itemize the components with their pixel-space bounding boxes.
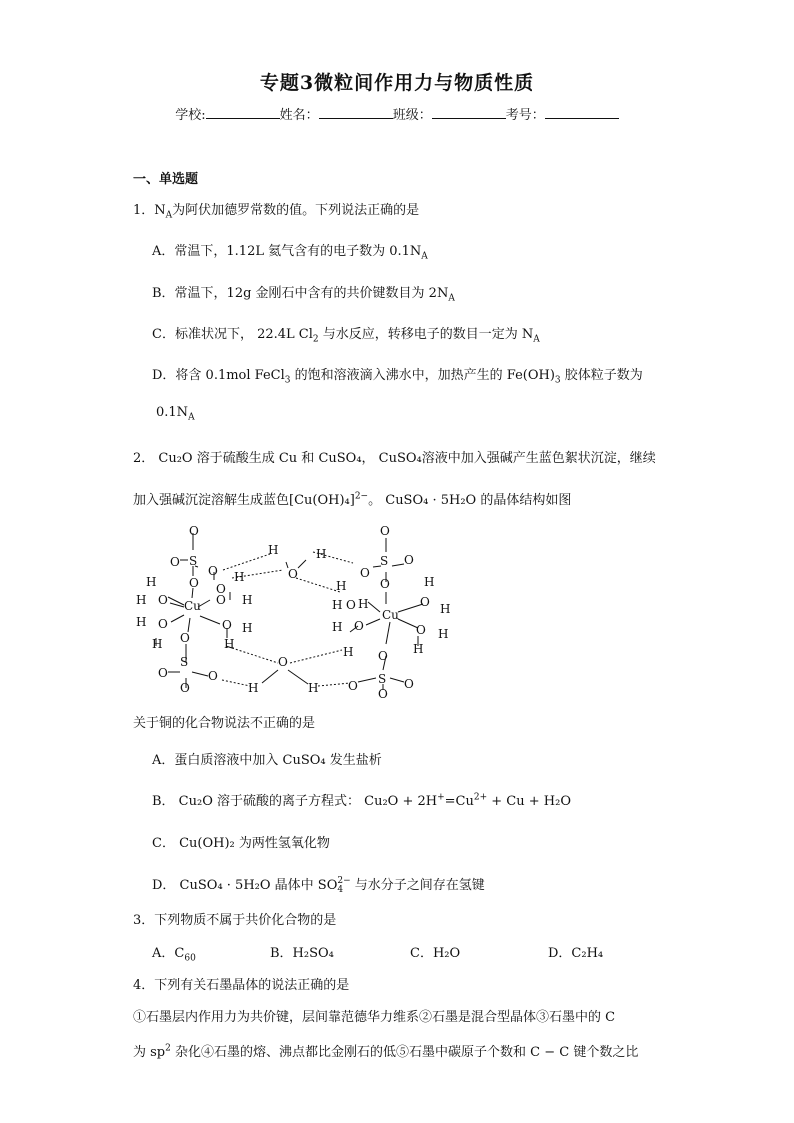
q3-option-a: A．$C_{60}$ xyxy=(152,946,196,964)
svg-text:H: H xyxy=(438,627,449,641)
svg-text:H: H xyxy=(332,620,343,634)
svg-text:O: O xyxy=(180,681,190,695)
q2-option-c: C． Cu(OH)₂ 为两性氢氧化物 xyxy=(152,836,330,851)
svg-text:H: H xyxy=(440,602,451,616)
svg-text:H: H xyxy=(242,621,253,635)
svg-text:H: H xyxy=(336,579,347,593)
svg-text:O: O xyxy=(208,669,218,683)
q3-option-b: B．H₂SO₄ xyxy=(270,946,334,961)
svg-text:S: S xyxy=(189,554,198,568)
svg-text:S: S xyxy=(380,554,389,568)
svg-text:O: O xyxy=(180,631,190,645)
exam-no-label: 考号： xyxy=(505,108,545,123)
svg-text:O: O xyxy=(354,619,364,633)
q1-option-a: A．常温下，1.12L 氦气含有的电子数为 $0.1N_A$ xyxy=(152,244,428,262)
svg-text:O: O xyxy=(189,576,199,590)
svg-text:O: O xyxy=(420,595,430,609)
svg-text:O: O xyxy=(170,555,180,569)
svg-text:H: H xyxy=(152,637,163,651)
svg-text:O: O xyxy=(189,524,199,538)
svg-text:S: S xyxy=(378,672,387,686)
q1-option-d-cont: $0.1N_A$ xyxy=(156,405,195,423)
q4-statement-line1: ①石墨层内作用力为共价键，层间靠范德华力维系②石墨是混合型晶体③石墨中的 C xyxy=(133,1010,616,1025)
svg-text:O: O xyxy=(216,593,226,607)
class-blank xyxy=(432,106,506,119)
svg-text:H: H xyxy=(268,543,279,557)
svg-text:H: H xyxy=(242,593,253,607)
q3-option-c: C．H₂O xyxy=(410,946,461,961)
svg-text:O: O xyxy=(278,655,288,669)
q1-option-d: D．将含 0.1mol FeCl$_3$ 的饱和溶液滴入沸水中，加热产生的 $Fe(OH)_3$ 胶体粒子数为 xyxy=(152,368,643,386)
svg-text:O: O xyxy=(158,617,168,631)
svg-text:Cu: Cu xyxy=(382,608,399,622)
svg-text:S: S xyxy=(180,655,189,669)
q2-option-b: B． Cu₂O 溶于硫酸的离子方程式： $Cu_2O + 2H^+=Cu^{2+} + Cu + H_2O$ xyxy=(152,792,571,809)
svg-text:H: H xyxy=(332,598,343,612)
svg-text:O: O xyxy=(158,593,168,607)
q3-option-d: D．C₂H₄ xyxy=(548,946,604,961)
svg-text:O: O xyxy=(404,553,414,567)
q3-stem: 3．下列物质不属于共价化合物的是 xyxy=(133,913,337,928)
svg-text:O: O xyxy=(404,677,414,691)
svg-text:O: O xyxy=(380,577,390,591)
q1-option-c: C．标准状况下， 22.4L $Cl_2$ 与水反应，转移电子的数目一定为 $N_A$ xyxy=(152,327,540,345)
svg-text:O: O xyxy=(416,623,426,637)
svg-text:O: O xyxy=(208,564,218,578)
svg-text:O: O xyxy=(380,524,390,538)
q1-stem: 1．$N_A$为阿伏加德罗常数的值。下列说法正确的是 xyxy=(133,203,420,221)
q2-option-d: D． CuSO₄ · 5H₂O 晶体中 SO 2− 4 与水分子之间存在氢键 xyxy=(152,875,485,895)
q2-question: 关于铜的化合物说法不正确的是 xyxy=(133,716,316,731)
svg-text:H: H xyxy=(136,615,147,629)
q1-option-b: B．常温下，12g 金刚石中含有的共价键数目为 $2N_A$ xyxy=(152,286,455,304)
svg-text:H: H xyxy=(224,637,235,651)
q2-stem-line1: 2． Cu₂O 溶于硫酸生成 Cu 和 CuSO₄， CuSO₄溶液中加入强碱产生蓝色絮状沉淀，继续 xyxy=(133,451,656,466)
svg-text:H: H xyxy=(308,681,319,695)
q4-stem: 4．下列有关石墨晶体的说法正确的是 xyxy=(133,978,350,993)
svg-text:H: H xyxy=(248,681,259,695)
school-label: 学校: xyxy=(175,108,206,123)
svg-text:O: O xyxy=(288,567,298,581)
q2-stem-line2: 加入强碱沉淀溶解生成蓝色$[Cu(OH)_4]^{2-}$。 CuSO₄ · 5H₂O 的晶体结构如图 xyxy=(133,491,572,508)
name-blank xyxy=(319,106,393,119)
svg-text:O: O xyxy=(222,618,232,632)
school-blank xyxy=(206,106,280,119)
crystal-structure-diagram xyxy=(128,520,468,705)
svg-text:O: O xyxy=(216,582,226,596)
q2-option-a: A．蛋白质溶液中加入 CuSO₄ 发生盐析 xyxy=(152,753,382,768)
svg-text:H: H xyxy=(146,575,157,589)
name-label: 姓名： xyxy=(279,108,319,123)
svg-text:H: H xyxy=(343,645,354,659)
svg-text:H: H xyxy=(358,597,369,611)
atom-labels xyxy=(136,524,450,701)
svg-text:H: H xyxy=(136,593,147,607)
svg-text:H: H xyxy=(234,570,245,584)
svg-text:O: O xyxy=(346,598,356,612)
svg-text:O: O xyxy=(378,687,388,701)
q4-statement-line2: 为 $sp^2$ 杂化④石墨的熔、沸点都比金刚石的低⑤石墨中碳原子个数和 C − C 键个数之比 xyxy=(133,1043,639,1060)
exam-no-blank xyxy=(545,106,619,119)
section-heading: 一、单选题 xyxy=(133,172,199,187)
svg-text:O: O xyxy=(378,649,388,663)
page-title: 专题3微粒间作用力与物质性质 xyxy=(259,72,535,94)
svg-text:O: O xyxy=(360,566,370,580)
svg-text:H: H xyxy=(413,642,424,656)
svg-text:H: H xyxy=(316,547,327,561)
student-info-line xyxy=(0,104,794,123)
class-label: 班级： xyxy=(392,108,432,123)
svg-text:H: H xyxy=(424,575,435,589)
svg-text:O: O xyxy=(348,679,358,693)
svg-text:Cu: Cu xyxy=(184,599,201,613)
svg-text:O: O xyxy=(158,666,168,680)
